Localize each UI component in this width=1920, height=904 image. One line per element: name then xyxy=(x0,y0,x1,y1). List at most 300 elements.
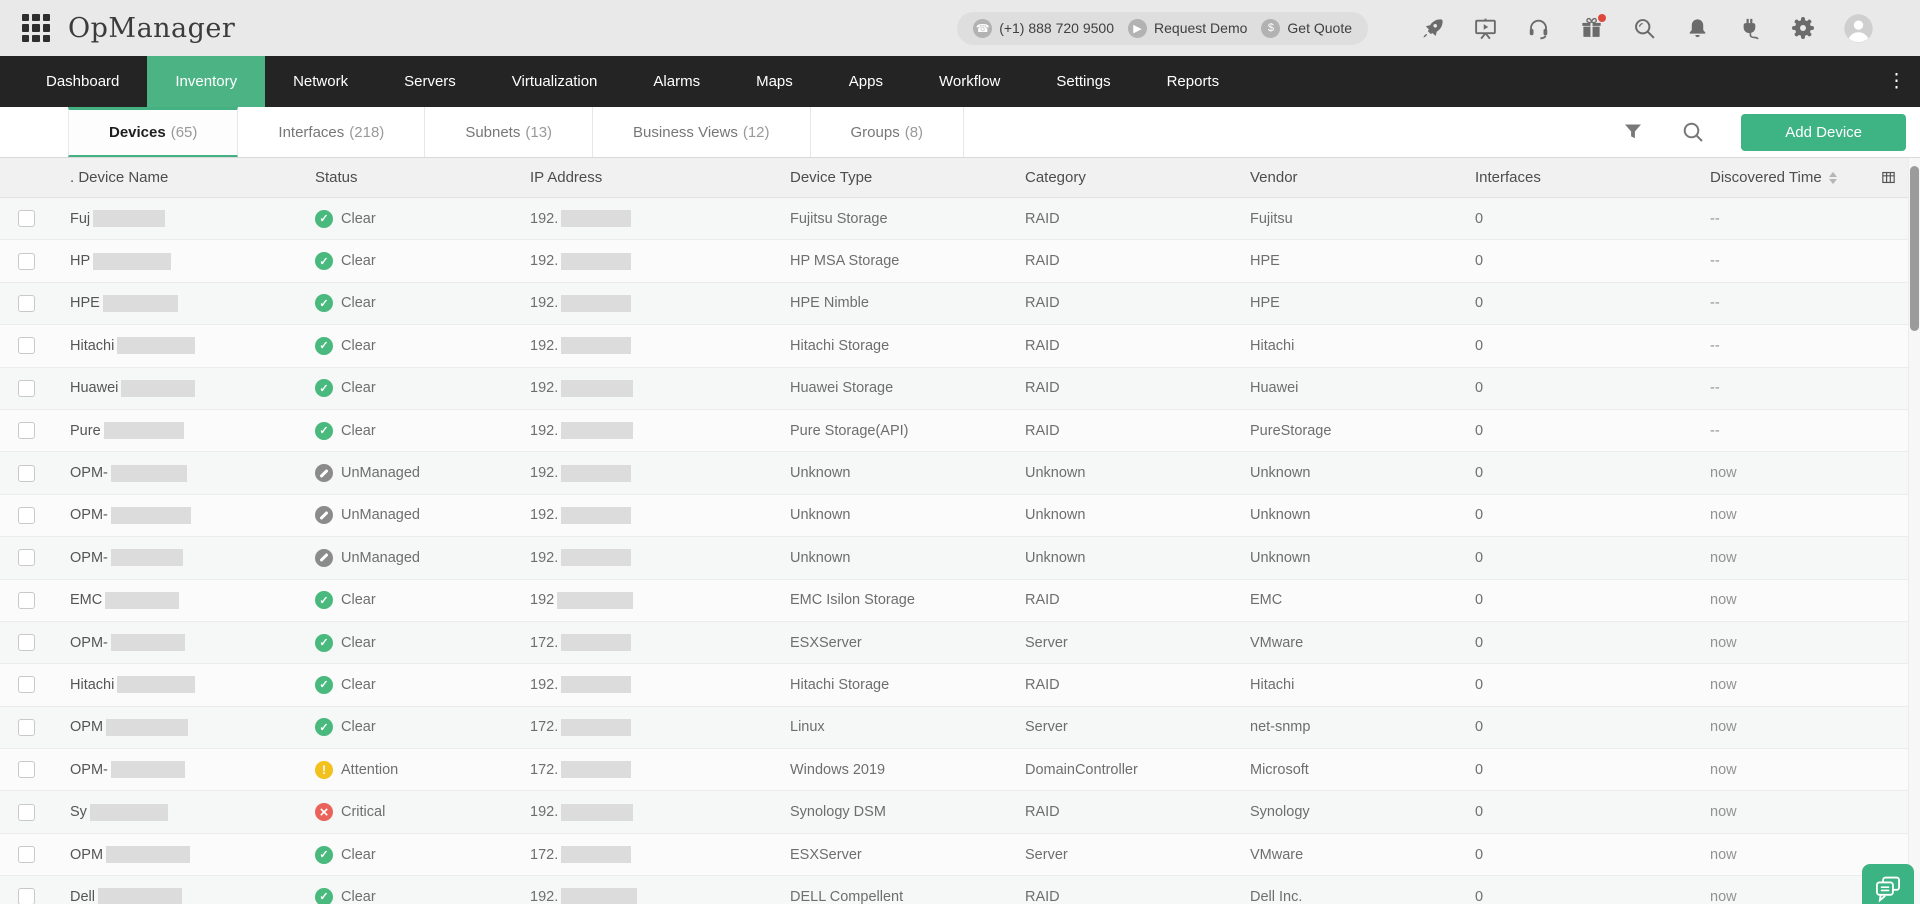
tab-business-views[interactable] xyxy=(593,107,810,157)
discovered-time-cell: now xyxy=(1710,465,1737,482)
device-type-cell: Synology DSM xyxy=(790,804,886,821)
device-row[interactable] xyxy=(0,580,1920,622)
redacted-device-name xyxy=(106,719,188,736)
interfaces-cell: 0 xyxy=(1475,295,1484,312)
ip-prefix: 192. xyxy=(530,549,559,566)
vendor-cell: Microsoft xyxy=(1250,761,1309,778)
tab-actions xyxy=(1621,107,1920,157)
column-header-vendor[interactable] xyxy=(1232,169,1457,186)
ip-prefix: 192 xyxy=(530,592,555,609)
row-checkbox[interactable] xyxy=(18,210,35,227)
status-cell xyxy=(297,676,512,694)
app-launcher-icon[interactable] xyxy=(22,14,50,42)
status-cell xyxy=(297,846,512,864)
status-label: UnManaged xyxy=(341,507,420,524)
demo-icon: ▶ xyxy=(1128,19,1147,38)
redacted-device-name xyxy=(111,465,187,482)
device-row[interactable] xyxy=(0,368,1920,410)
nav-item-virtualization[interactable]: Virtualization xyxy=(511,73,598,90)
ip-address-cell xyxy=(512,253,772,270)
discovered-time-cell: now xyxy=(1710,549,1737,566)
category-cell: RAID xyxy=(1025,804,1060,821)
status-clear-icon xyxy=(315,634,333,652)
redacted-device-name xyxy=(111,634,185,651)
redacted-ip xyxy=(561,634,631,651)
vendor-cell: Dell Inc. xyxy=(1250,888,1303,904)
interfaces-cell: 0 xyxy=(1475,549,1484,566)
column-header-status[interactable] xyxy=(297,169,512,186)
device-type-cell: Unknown xyxy=(790,507,851,524)
device-name-cell[interactable] xyxy=(52,592,297,609)
interfaces-cell: 0 xyxy=(1475,380,1484,397)
nav-item-servers[interactable]: Servers xyxy=(404,73,456,90)
discovered-time-cell: now xyxy=(1710,719,1737,736)
category-cell: RAID xyxy=(1025,676,1060,693)
quote-icon: $ xyxy=(1261,19,1280,38)
category-cell: RAID xyxy=(1025,210,1060,227)
status-cell xyxy=(297,337,512,355)
ip-address-cell xyxy=(512,549,772,566)
row-checkbox[interactable] xyxy=(18,761,35,778)
status-clear-icon xyxy=(315,888,333,904)
interfaces-cell: 0 xyxy=(1475,422,1484,439)
rocket-icon[interactable] xyxy=(1419,15,1445,41)
discovered-time-cell: now xyxy=(1710,846,1737,863)
device-name-cell[interactable] xyxy=(52,210,297,227)
device-name-cell[interactable] xyxy=(52,761,297,778)
interfaces-cell: 0 xyxy=(1475,634,1484,651)
ip-address-cell xyxy=(512,295,772,312)
status-label: Clear xyxy=(341,634,376,651)
status-attention-icon xyxy=(315,761,333,779)
discovered-time-cell: now xyxy=(1710,804,1737,821)
ip-address-cell xyxy=(512,761,772,778)
status-cell xyxy=(297,506,512,524)
interfaces-cell: 0 xyxy=(1475,465,1484,482)
device-name-cell[interactable] xyxy=(52,676,297,693)
ip-prefix: 192. xyxy=(530,380,559,397)
column-header-interfaces[interactable] xyxy=(1457,169,1692,186)
search-icon[interactable] xyxy=(1631,15,1657,41)
nav-item-apps[interactable]: Apps xyxy=(848,73,883,90)
vendor-cell: Unknown xyxy=(1250,549,1311,566)
interfaces-cell: 0 xyxy=(1475,804,1484,821)
device-type-cell: ESXServer xyxy=(790,846,862,863)
row-checkbox[interactable] xyxy=(18,465,35,482)
column-header-discovered-time[interactable] xyxy=(1692,169,1862,186)
redacted-ip xyxy=(561,210,631,227)
chat-widget-button[interactable] xyxy=(1862,864,1914,904)
device-row[interactable] xyxy=(0,749,1920,791)
get-quote-label: Get Quote xyxy=(1287,20,1352,36)
status-cell xyxy=(297,210,512,228)
device-type-cell: Unknown xyxy=(790,549,851,566)
device-name-prefix: Hitachi xyxy=(70,337,115,354)
redacted-ip xyxy=(561,337,631,354)
discovered-time-cell: -- xyxy=(1710,295,1720,312)
device-name-cell[interactable] xyxy=(52,804,297,821)
interfaces-cell: 0 xyxy=(1475,676,1484,693)
redacted-device-name xyxy=(90,804,168,821)
device-row[interactable] xyxy=(0,410,1920,452)
redacted-device-name xyxy=(93,253,171,270)
device-row[interactable] xyxy=(0,876,1920,904)
row-checkbox[interactable] xyxy=(18,253,35,270)
category-cell: RAID xyxy=(1025,253,1060,270)
device-name-prefix: OPM- xyxy=(70,549,108,566)
category-cell: RAID xyxy=(1025,888,1060,904)
status-clear-icon xyxy=(315,591,333,609)
nav-item-dashboard[interactable]: Dashboard xyxy=(46,73,120,90)
request-demo-label: Request Demo xyxy=(1154,20,1248,36)
ip-prefix: 192. xyxy=(530,465,559,482)
redacted-device-name xyxy=(105,592,179,609)
column-label: . Device Name xyxy=(70,169,169,186)
request-demo-link[interactable] xyxy=(1128,19,1247,38)
column-header-ip-address[interactable] xyxy=(512,169,772,186)
status-clear-icon xyxy=(315,210,333,228)
topbar xyxy=(0,0,1920,56)
nav-item-maps[interactable]: Maps xyxy=(756,73,793,90)
vendor-cell: Unknown xyxy=(1250,507,1311,524)
nav-items xyxy=(18,56,1247,107)
vendor-cell: Huawei xyxy=(1250,380,1299,397)
redacted-ip xyxy=(561,422,633,439)
device-type-cell: HP MSA Storage xyxy=(790,253,900,270)
redacted-device-name xyxy=(106,846,190,863)
device-type-cell: Fujitsu Storage xyxy=(790,210,888,227)
ip-prefix: 172. xyxy=(530,761,559,778)
device-name-prefix: Fuj xyxy=(70,210,91,227)
redacted-device-name xyxy=(121,380,195,397)
device-row[interactable] xyxy=(0,622,1920,664)
vendor-cell: Hitachi xyxy=(1250,676,1295,693)
tab-label: Interfaces xyxy=(278,123,345,141)
status-cell xyxy=(297,379,512,397)
device-row[interactable] xyxy=(0,283,1920,325)
redacted-device-name xyxy=(93,210,165,227)
gear-icon[interactable] xyxy=(1790,15,1816,41)
vendor-cell: HPE xyxy=(1250,253,1280,270)
gift-icon[interactable] xyxy=(1578,15,1604,41)
status-cell xyxy=(297,252,512,270)
row-checkbox[interactable] xyxy=(18,380,35,397)
discovered-time-cell: now xyxy=(1710,761,1737,778)
ip-address-cell xyxy=(512,507,772,524)
column-label: Category xyxy=(1025,169,1086,186)
tabs xyxy=(68,107,964,157)
status-cell xyxy=(297,888,512,904)
ip-prefix: 192. xyxy=(530,507,559,524)
ip-prefix: 192. xyxy=(530,676,559,693)
status-label: Attention xyxy=(341,761,399,778)
tab-label: Subnets xyxy=(465,123,521,141)
phone-link[interactable] xyxy=(973,19,1114,38)
ip-prefix: 192. xyxy=(530,253,559,270)
ip-address-cell xyxy=(512,210,772,227)
plug-icon[interactable] xyxy=(1737,15,1763,41)
notification-dot xyxy=(1598,14,1606,22)
row-checkbox[interactable] xyxy=(18,422,35,439)
ip-address-cell xyxy=(512,465,772,482)
redacted-ip xyxy=(561,507,631,524)
device-row[interactable] xyxy=(0,834,1920,876)
device-name-prefix: OPM- xyxy=(70,634,108,651)
status-clear-icon xyxy=(315,676,333,694)
column-label: Discovered Time xyxy=(1710,169,1822,186)
interfaces-cell: 0 xyxy=(1475,210,1484,227)
redacted-ip xyxy=(561,761,631,778)
tab-groups[interactable] xyxy=(811,107,965,157)
nav-item-alarms[interactable]: Alarms xyxy=(653,73,701,90)
discovered-time-cell: -- xyxy=(1710,422,1720,439)
status-critical-icon xyxy=(315,803,333,821)
status-cell xyxy=(297,422,512,440)
column-header-device-name[interactable] xyxy=(52,169,297,186)
status-clear-icon xyxy=(315,252,333,270)
contact-pill xyxy=(957,12,1368,45)
discovered-time-cell: now xyxy=(1710,888,1737,904)
device-type-cell: Windows 2019 xyxy=(790,761,886,778)
get-quote-link[interactable] xyxy=(1261,19,1352,38)
device-row[interactable] xyxy=(0,325,1920,367)
presentation-icon[interactable] xyxy=(1472,15,1498,41)
device-row[interactable] xyxy=(0,240,1920,282)
status-unmanaged-icon xyxy=(315,506,333,524)
row-checkbox[interactable] xyxy=(18,719,35,736)
sort-icon[interactable] xyxy=(1829,172,1837,184)
category-cell: DomainController xyxy=(1025,761,1138,778)
interfaces-cell: 0 xyxy=(1475,761,1484,778)
device-name-cell[interactable] xyxy=(52,719,297,736)
device-name-cell[interactable] xyxy=(52,253,297,270)
tab-label: Devices xyxy=(109,124,166,141)
ip-address-cell xyxy=(512,676,772,693)
device-row[interactable] xyxy=(0,707,1920,749)
nav-item-workflow[interactable]: Workflow xyxy=(938,73,1001,90)
device-name-prefix: HPE xyxy=(70,295,100,312)
category-cell: RAID xyxy=(1025,337,1060,354)
category-cell: Unknown xyxy=(1025,507,1086,524)
device-row[interactable] xyxy=(0,198,1920,240)
status-label: UnManaged xyxy=(341,549,420,566)
category-cell: Server xyxy=(1025,846,1068,863)
device-name-prefix: HP xyxy=(70,253,91,270)
status-unmanaged-icon xyxy=(315,549,333,567)
device-row[interactable] xyxy=(0,791,1920,833)
user-avatar[interactable] xyxy=(1843,13,1874,44)
vendor-cell: Hitachi xyxy=(1250,337,1295,354)
device-type-cell: Pure Storage(API) xyxy=(790,422,909,439)
row-checkbox[interactable] xyxy=(18,676,35,693)
status-clear-icon xyxy=(315,846,333,864)
device-name-cell[interactable] xyxy=(52,422,297,439)
ip-prefix: 192. xyxy=(530,888,559,904)
redacted-ip xyxy=(561,676,631,693)
redacted-ip xyxy=(561,846,631,863)
status-label: Clear xyxy=(341,592,376,609)
redacted-device-name xyxy=(111,549,183,566)
vertical-scrollbar[interactable] xyxy=(1908,158,1920,904)
nav-item-network[interactable]: Network xyxy=(293,73,349,90)
category-cell: Unknown xyxy=(1025,465,1086,482)
ip-prefix: 192. xyxy=(530,337,559,354)
add-device-button[interactable]: Add Device xyxy=(1741,114,1906,151)
row-checkbox[interactable] xyxy=(18,634,35,651)
ip-address-cell xyxy=(512,804,772,821)
status-label: UnManaged xyxy=(341,465,420,482)
device-name-prefix: Pure xyxy=(70,422,101,439)
category-cell: RAID xyxy=(1025,422,1060,439)
redacted-device-name xyxy=(111,507,191,524)
device-name-cell[interactable] xyxy=(52,507,297,524)
category-cell: Server xyxy=(1025,634,1068,651)
device-row[interactable] xyxy=(0,495,1920,537)
column-label: Status xyxy=(315,169,358,186)
status-cell xyxy=(297,803,512,821)
status-clear-icon xyxy=(315,294,333,312)
ip-prefix: 192. xyxy=(530,422,559,439)
column-label: Vendor xyxy=(1250,169,1298,186)
discovered-time-cell: now xyxy=(1710,676,1737,693)
device-type-cell: ESXServer xyxy=(790,634,862,651)
ip-address-cell xyxy=(512,888,772,904)
nav-item-inventory[interactable]: Inventory xyxy=(147,56,265,107)
device-name-cell[interactable] xyxy=(52,846,297,863)
device-name-prefix: Sy xyxy=(70,804,87,821)
row-checkbox[interactable] xyxy=(18,804,35,821)
status-clear-icon xyxy=(315,337,333,355)
ip-prefix: 172. xyxy=(530,846,559,863)
redacted-ip xyxy=(561,549,631,566)
headset-icon[interactable] xyxy=(1525,15,1551,41)
ip-address-cell xyxy=(512,634,772,651)
filter-icon[interactable] xyxy=(1621,120,1645,144)
nav-item-reports[interactable]: Reports xyxy=(1166,73,1220,90)
bell-icon[interactable] xyxy=(1684,15,1710,41)
status-cell xyxy=(297,761,512,779)
vendor-cell: net-snmp xyxy=(1250,719,1311,736)
category-cell: Server xyxy=(1025,719,1068,736)
status-label: Clear xyxy=(341,337,376,354)
nav-more-menu-icon[interactable]: ⋮ xyxy=(1887,71,1906,92)
table-search-icon[interactable] xyxy=(1681,120,1705,144)
device-name-prefix: OPM xyxy=(70,846,104,863)
interfaces-cell: 0 xyxy=(1475,337,1484,354)
device-row[interactable] xyxy=(0,537,1920,579)
status-label: Clear xyxy=(341,295,376,312)
column-header-category[interactable] xyxy=(1007,169,1232,186)
device-type-cell: Unknown xyxy=(790,465,851,482)
redacted-ip xyxy=(561,804,633,821)
redacted-device-name xyxy=(98,888,182,904)
row-checkbox[interactable] xyxy=(18,549,35,566)
category-cell: RAID xyxy=(1025,295,1060,312)
device-type-cell: Hitachi Storage xyxy=(790,337,890,354)
tab-count: (65) xyxy=(170,124,198,141)
tab-count: (8) xyxy=(904,123,924,141)
device-name-cell[interactable] xyxy=(52,634,297,651)
row-checkbox[interactable] xyxy=(18,507,35,524)
device-name-prefix: Huawei xyxy=(70,380,119,397)
interfaces-cell: 0 xyxy=(1475,846,1484,863)
redacted-device-name xyxy=(103,295,178,312)
tab-count: (218) xyxy=(349,123,385,141)
device-name-prefix: Hitachi xyxy=(70,676,115,693)
device-row[interactable] xyxy=(0,452,1920,494)
column-header-device-type[interactable] xyxy=(772,169,1007,186)
status-label: Clear xyxy=(341,888,376,904)
redacted-device-name xyxy=(111,761,185,778)
device-name-cell[interactable] xyxy=(52,380,297,397)
ip-prefix: 172. xyxy=(530,719,559,736)
inventory-tabbar xyxy=(0,107,1920,158)
device-table-body xyxy=(0,198,1920,904)
vendor-cell: EMC xyxy=(1250,592,1283,609)
interfaces-cell: 0 xyxy=(1475,507,1484,524)
device-name-cell[interactable] xyxy=(52,295,297,312)
redacted-ip xyxy=(561,465,631,482)
category-cell: RAID xyxy=(1025,592,1060,609)
device-name-cell[interactable] xyxy=(52,888,297,904)
status-cell xyxy=(297,549,512,567)
redacted-ip xyxy=(561,295,631,312)
tab-subnets[interactable] xyxy=(425,107,593,157)
discovered-time-cell: now xyxy=(1710,507,1737,524)
vendor-cell: Unknown xyxy=(1250,465,1311,482)
row-checkbox[interactable] xyxy=(18,592,35,609)
status-label: Clear xyxy=(341,676,376,693)
ip-prefix: 192. xyxy=(530,295,559,312)
scrollbar-thumb[interactable] xyxy=(1910,166,1919,331)
device-name-cell[interactable] xyxy=(52,549,297,566)
interfaces-cell: 0 xyxy=(1475,253,1484,270)
device-name-cell[interactable] xyxy=(52,465,297,482)
interfaces-cell: 0 xyxy=(1475,888,1484,904)
row-checkbox[interactable] xyxy=(18,888,35,904)
category-cell: Unknown xyxy=(1025,549,1086,566)
tab-interfaces[interactable] xyxy=(238,107,425,157)
status-cell xyxy=(297,591,512,609)
discovered-time-cell: now xyxy=(1710,592,1737,609)
redacted-ip xyxy=(561,253,631,270)
redacted-device-name xyxy=(117,337,195,354)
discovered-time-cell: -- xyxy=(1710,210,1720,227)
row-checkbox[interactable] xyxy=(18,295,35,312)
status-clear-icon xyxy=(315,718,333,736)
discovered-time-cell: now xyxy=(1710,634,1737,651)
status-label: Clear xyxy=(341,253,376,270)
nav-item-settings[interactable]: Settings xyxy=(1056,73,1111,90)
row-checkbox[interactable] xyxy=(18,337,35,354)
device-name-cell[interactable] xyxy=(52,337,297,354)
row-checkbox[interactable] xyxy=(18,846,35,863)
device-row[interactable] xyxy=(0,664,1920,706)
status-cell xyxy=(297,718,512,736)
vendor-cell: PureStorage xyxy=(1250,422,1332,439)
tab-devices[interactable] xyxy=(68,107,238,157)
device-type-cell: Linux xyxy=(790,719,825,736)
status-clear-icon xyxy=(315,379,333,397)
phone-icon: ☎ xyxy=(973,19,992,38)
redacted-ip xyxy=(561,719,631,736)
ip-address-cell xyxy=(512,380,772,397)
status-unmanaged-icon xyxy=(315,464,333,482)
device-type-cell: Hitachi Storage xyxy=(790,676,890,693)
device-type-cell: HPE Nimble xyxy=(790,295,869,312)
phone-number: (+1) 888 720 9500 xyxy=(999,20,1115,36)
column-label: Interfaces xyxy=(1475,169,1541,186)
